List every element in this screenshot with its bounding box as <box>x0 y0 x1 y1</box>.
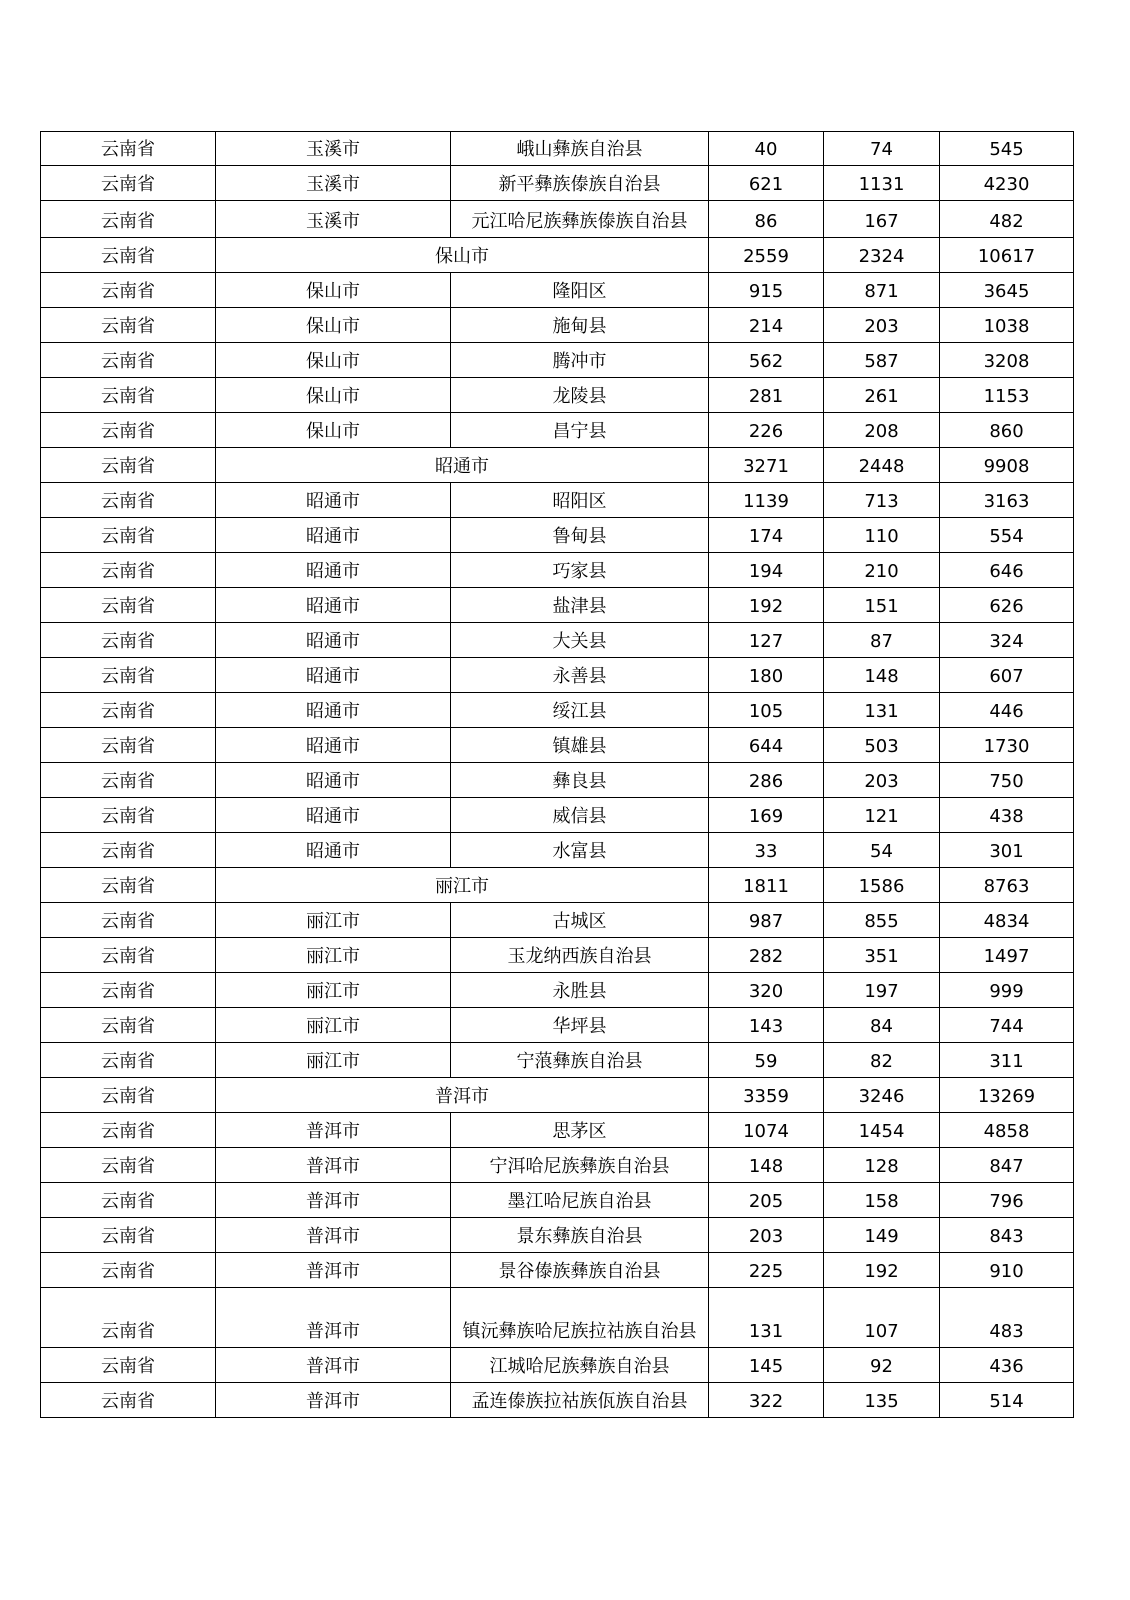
cell-province: 云南省 <box>41 483 216 518</box>
cell-value-2: 587 <box>824 343 940 378</box>
cell-value-3: 436 <box>940 1348 1074 1383</box>
cell-county: 龙陵县 <box>451 378 709 413</box>
cell-value-2: 84 <box>824 1008 940 1043</box>
cell-value-2: 2448 <box>824 448 940 483</box>
cell-value-1: 105 <box>709 693 824 728</box>
cell-value-2: 107 <box>824 1288 940 1348</box>
cell-city: 昭通市 <box>216 833 451 868</box>
cell-county: 巧家县 <box>451 553 709 588</box>
cell-city: 昭通市 <box>216 588 451 623</box>
cell-province: 云南省 <box>41 1348 216 1383</box>
cell-province: 云南省 <box>41 1183 216 1218</box>
cell-value-1: 3271 <box>709 448 824 483</box>
table-row <box>41 343 1074 378</box>
cell-county: 隆阳区 <box>451 273 709 308</box>
cell-province: 云南省 <box>41 1218 216 1253</box>
cell-value-3: 514 <box>940 1383 1074 1418</box>
cell-value-1: 205 <box>709 1183 824 1218</box>
table-row <box>41 483 1074 518</box>
cell-county: 宁蒗彝族自治县 <box>451 1043 709 1078</box>
cell-value-1: 915 <box>709 273 824 308</box>
cell-value-3: 1153 <box>940 378 1074 413</box>
table-row <box>41 308 1074 343</box>
cell-province: 云南省 <box>41 1078 216 1113</box>
cell-province: 云南省 <box>41 938 216 973</box>
cell-value-1: 148 <box>709 1148 824 1183</box>
cell-value-3: 446 <box>940 693 1074 728</box>
cell-province: 云南省 <box>41 378 216 413</box>
cell-value-2: 131 <box>824 693 940 728</box>
cell-city-total: 丽江市 <box>216 868 709 903</box>
table-row <box>41 201 1074 238</box>
cell-city: 玉溪市 <box>216 201 451 238</box>
cell-value-1: 33 <box>709 833 824 868</box>
cell-value-2: 871 <box>824 273 940 308</box>
cell-county: 新平彝族傣族自治县 <box>451 166 709 201</box>
cell-value-1: 1811 <box>709 868 824 903</box>
cell-city: 保山市 <box>216 343 451 378</box>
cell-value-2: 110 <box>824 518 940 553</box>
cell-province: 云南省 <box>41 1288 216 1348</box>
cell-value-1: 59 <box>709 1043 824 1078</box>
cell-city: 保山市 <box>216 273 451 308</box>
cell-city: 丽江市 <box>216 938 451 973</box>
table-row <box>41 1288 1074 1348</box>
cell-city: 丽江市 <box>216 1043 451 1078</box>
cell-value-2: 82 <box>824 1043 940 1078</box>
table-row <box>41 798 1074 833</box>
cell-province: 云南省 <box>41 903 216 938</box>
cell-city: 昭通市 <box>216 763 451 798</box>
cell-value-1: 225 <box>709 1253 824 1288</box>
cell-county: 大关县 <box>451 623 709 658</box>
cell-value-1: 322 <box>709 1383 824 1418</box>
cell-city: 丽江市 <box>216 1008 451 1043</box>
cell-value-2: 203 <box>824 763 940 798</box>
cell-value-2: 148 <box>824 658 940 693</box>
cell-city: 普洱市 <box>216 1113 451 1148</box>
cell-value-2: 158 <box>824 1183 940 1218</box>
table-row-city-total <box>41 868 1074 903</box>
cell-city: 昭通市 <box>216 728 451 763</box>
table-row <box>41 1043 1074 1078</box>
cell-value-3: 999 <box>940 973 1074 1008</box>
cell-value-2: 192 <box>824 1253 940 1288</box>
cell-value-3: 3163 <box>940 483 1074 518</box>
cell-province: 云南省 <box>41 553 216 588</box>
cell-county: 水富县 <box>451 833 709 868</box>
cell-county: 绥江县 <box>451 693 709 728</box>
cell-value-3: 1730 <box>940 728 1074 763</box>
cell-county: 腾冲市 <box>451 343 709 378</box>
cell-value-2: 855 <box>824 903 940 938</box>
cell-value-2: 713 <box>824 483 940 518</box>
cell-value-3: 3645 <box>940 273 1074 308</box>
cell-county: 景谷傣族彝族自治县 <box>451 1253 709 1288</box>
cell-value-3: 8763 <box>940 868 1074 903</box>
cell-value-3: 744 <box>940 1008 1074 1043</box>
table-row <box>41 1348 1074 1383</box>
cell-province: 云南省 <box>41 763 216 798</box>
cell-value-3: 10617 <box>940 238 1074 273</box>
table-row-city-total <box>41 448 1074 483</box>
cell-value-1: 320 <box>709 973 824 1008</box>
cell-value-2: 149 <box>824 1218 940 1253</box>
cell-city: 昭通市 <box>216 623 451 658</box>
cell-county: 施甸县 <box>451 308 709 343</box>
cell-value-1: 2559 <box>709 238 824 273</box>
cell-value-1: 226 <box>709 413 824 448</box>
cell-value-3: 860 <box>940 413 1074 448</box>
cell-province: 云南省 <box>41 413 216 448</box>
cell-city-total: 普洱市 <box>216 1078 709 1113</box>
cell-city: 丽江市 <box>216 903 451 938</box>
cell-value-1: 169 <box>709 798 824 833</box>
cell-value-2: 128 <box>824 1148 940 1183</box>
cell-province: 云南省 <box>41 518 216 553</box>
cell-value-1: 174 <box>709 518 824 553</box>
cell-value-3: 1497 <box>940 938 1074 973</box>
cell-value-2: 351 <box>824 938 940 973</box>
cell-value-3: 9908 <box>940 448 1074 483</box>
cell-province: 云南省 <box>41 448 216 483</box>
cell-value-3: 311 <box>940 1043 1074 1078</box>
cell-province: 云南省 <box>41 308 216 343</box>
cell-value-1: 282 <box>709 938 824 973</box>
cell-county: 墨江哈尼族自治县 <box>451 1183 709 1218</box>
cell-value-3: 3208 <box>940 343 1074 378</box>
table-row <box>41 728 1074 763</box>
cell-city: 保山市 <box>216 413 451 448</box>
cell-city: 昭通市 <box>216 553 451 588</box>
cell-value-1: 214 <box>709 308 824 343</box>
cell-value-2: 121 <box>824 798 940 833</box>
table-row-city-total <box>41 238 1074 273</box>
cell-province: 云南省 <box>41 693 216 728</box>
cell-value-2: 208 <box>824 413 940 448</box>
cell-province: 云南省 <box>41 728 216 763</box>
cell-province: 云南省 <box>41 833 216 868</box>
cell-value-1: 286 <box>709 763 824 798</box>
cell-value-2: 1131 <box>824 166 940 201</box>
cell-value-3: 4230 <box>940 166 1074 201</box>
cell-city: 普洱市 <box>216 1218 451 1253</box>
cell-county: 玉龙纳西族自治县 <box>451 938 709 973</box>
table-row-city-total <box>41 1078 1074 1113</box>
cell-province: 云南省 <box>41 588 216 623</box>
table-row <box>41 1253 1074 1288</box>
cell-province: 云南省 <box>41 973 216 1008</box>
cell-value-1: 192 <box>709 588 824 623</box>
cell-county: 昭阳区 <box>451 483 709 518</box>
table-row <box>41 1148 1074 1183</box>
cell-province: 云南省 <box>41 623 216 658</box>
cell-county: 江城哈尼族彝族自治县 <box>451 1348 709 1383</box>
cell-value-1: 145 <box>709 1348 824 1383</box>
cell-value-1: 194 <box>709 553 824 588</box>
table-row <box>41 903 1074 938</box>
cell-value-2: 503 <box>824 728 940 763</box>
table-row <box>41 378 1074 413</box>
cell-value-1: 3359 <box>709 1078 824 1113</box>
table-body <box>41 132 1074 1418</box>
table-row <box>41 553 1074 588</box>
cell-value-2: 92 <box>824 1348 940 1383</box>
cell-value-2: 151 <box>824 588 940 623</box>
cell-value-1: 281 <box>709 378 824 413</box>
cell-county: 孟连傣族拉祜族佤族自治县 <box>451 1383 709 1418</box>
cell-county: 永善县 <box>451 658 709 693</box>
cell-value-2: 261 <box>824 378 940 413</box>
cell-province: 云南省 <box>41 1008 216 1043</box>
cell-province: 云南省 <box>41 868 216 903</box>
cell-value-2: 203 <box>824 308 940 343</box>
cell-value-1: 40 <box>709 132 824 166</box>
cell-city: 普洱市 <box>216 1183 451 1218</box>
cell-city: 玉溪市 <box>216 166 451 201</box>
cell-value-3: 646 <box>940 553 1074 588</box>
cell-value-3: 301 <box>940 833 1074 868</box>
cell-value-3: 324 <box>940 623 1074 658</box>
cell-value-2: 2324 <box>824 238 940 273</box>
cell-province: 云南省 <box>41 166 216 201</box>
cell-county: 永胜县 <box>451 973 709 1008</box>
cell-city: 普洱市 <box>216 1348 451 1383</box>
cell-county: 昌宁县 <box>451 413 709 448</box>
cell-value-1: 644 <box>709 728 824 763</box>
cell-value-2: 197 <box>824 973 940 1008</box>
cell-value-1: 987 <box>709 903 824 938</box>
statistics-table <box>40 131 1074 1418</box>
cell-value-3: 482 <box>940 201 1074 238</box>
cell-value-3: 843 <box>940 1218 1074 1253</box>
cell-province: 云南省 <box>41 343 216 378</box>
cell-city-total: 保山市 <box>216 238 709 273</box>
cell-province: 云南省 <box>41 1148 216 1183</box>
cell-province: 云南省 <box>41 798 216 833</box>
cell-county: 鲁甸县 <box>451 518 709 553</box>
cell-county: 思茅区 <box>451 1113 709 1148</box>
cell-value-2: 1454 <box>824 1113 940 1148</box>
cell-value-1: 1074 <box>709 1113 824 1148</box>
cell-value-1: 1139 <box>709 483 824 518</box>
cell-county: 盐津县 <box>451 588 709 623</box>
cell-province: 云南省 <box>41 658 216 693</box>
cell-value-3: 4858 <box>940 1113 1074 1148</box>
cell-value-3: 626 <box>940 588 1074 623</box>
cell-county: 元江哈尼族彝族傣族自治县 <box>451 201 709 238</box>
table-row <box>41 588 1074 623</box>
table-row <box>41 938 1074 973</box>
cell-city: 昭通市 <box>216 658 451 693</box>
cell-city: 保山市 <box>216 378 451 413</box>
cell-province: 云南省 <box>41 132 216 166</box>
cell-county: 彝良县 <box>451 763 709 798</box>
cell-county: 景东彝族自治县 <box>451 1218 709 1253</box>
cell-city: 昭通市 <box>216 693 451 728</box>
cell-value-3: 910 <box>940 1253 1074 1288</box>
cell-county: 华坪县 <box>451 1008 709 1043</box>
cell-province: 云南省 <box>41 1253 216 1288</box>
table-row <box>41 273 1074 308</box>
cell-city: 普洱市 <box>216 1288 451 1348</box>
cell-city: 玉溪市 <box>216 132 451 166</box>
cell-city: 保山市 <box>216 308 451 343</box>
cell-value-1: 180 <box>709 658 824 693</box>
cell-county: 宁洱哈尼族彝族自治县 <box>451 1148 709 1183</box>
cell-county: 镇雄县 <box>451 728 709 763</box>
table-row <box>41 1113 1074 1148</box>
cell-value-1: 203 <box>709 1218 824 1253</box>
cell-city: 昭通市 <box>216 798 451 833</box>
table-row <box>41 623 1074 658</box>
table-row <box>41 1218 1074 1253</box>
cell-value-1: 131 <box>709 1288 824 1348</box>
table-row <box>41 1383 1074 1418</box>
cell-province: 云南省 <box>41 1113 216 1148</box>
cell-city: 普洱市 <box>216 1383 451 1418</box>
cell-city: 普洱市 <box>216 1148 451 1183</box>
cell-value-1: 127 <box>709 623 824 658</box>
cell-value-2: 210 <box>824 553 940 588</box>
cell-value-3: 796 <box>940 1183 1074 1218</box>
table-row <box>41 833 1074 868</box>
cell-city: 普洱市 <box>216 1253 451 1288</box>
cell-value-2: 54 <box>824 833 940 868</box>
cell-value-3: 4834 <box>940 903 1074 938</box>
table-row <box>41 658 1074 693</box>
cell-value-3: 545 <box>940 132 1074 166</box>
cell-value-2: 87 <box>824 623 940 658</box>
cell-province: 云南省 <box>41 273 216 308</box>
table-row <box>41 166 1074 201</box>
cell-value-3: 847 <box>940 1148 1074 1183</box>
cell-city: 昭通市 <box>216 483 451 518</box>
cell-county: 威信县 <box>451 798 709 833</box>
cell-value-3: 607 <box>940 658 1074 693</box>
cell-city-total: 昭通市 <box>216 448 709 483</box>
table-row <box>41 693 1074 728</box>
table-row <box>41 1008 1074 1043</box>
cell-county: 峨山彝族自治县 <box>451 132 709 166</box>
cell-value-3: 1038 <box>940 308 1074 343</box>
cell-value-2: 74 <box>824 132 940 166</box>
cell-value-1: 143 <box>709 1008 824 1043</box>
table-row <box>41 413 1074 448</box>
cell-value-3: 554 <box>940 518 1074 553</box>
cell-county: 镇沅彝族哈尼族拉祜族自治县 <box>451 1288 709 1348</box>
table-row <box>41 973 1074 1008</box>
cell-city: 丽江市 <box>216 973 451 1008</box>
cell-value-2: 135 <box>824 1383 940 1418</box>
cell-province: 云南省 <box>41 238 216 273</box>
cell-province: 云南省 <box>41 201 216 238</box>
cell-value-2: 167 <box>824 201 940 238</box>
cell-value-1: 86 <box>709 201 824 238</box>
table-row <box>41 1183 1074 1218</box>
cell-value-3: 483 <box>940 1288 1074 1348</box>
cell-value-1: 562 <box>709 343 824 378</box>
cell-province: 云南省 <box>41 1383 216 1418</box>
cell-value-3: 438 <box>940 798 1074 833</box>
cell-value-1: 621 <box>709 166 824 201</box>
cell-value-2: 1586 <box>824 868 940 903</box>
cell-value-3: 750 <box>940 763 1074 798</box>
cell-province: 云南省 <box>41 1043 216 1078</box>
table-row <box>41 132 1074 166</box>
table-row <box>41 763 1074 798</box>
table-row <box>41 518 1074 553</box>
cell-value-2: 3246 <box>824 1078 940 1113</box>
cell-value-3: 13269 <box>940 1078 1074 1113</box>
cell-county: 古城区 <box>451 903 709 938</box>
cell-city: 昭通市 <box>216 518 451 553</box>
